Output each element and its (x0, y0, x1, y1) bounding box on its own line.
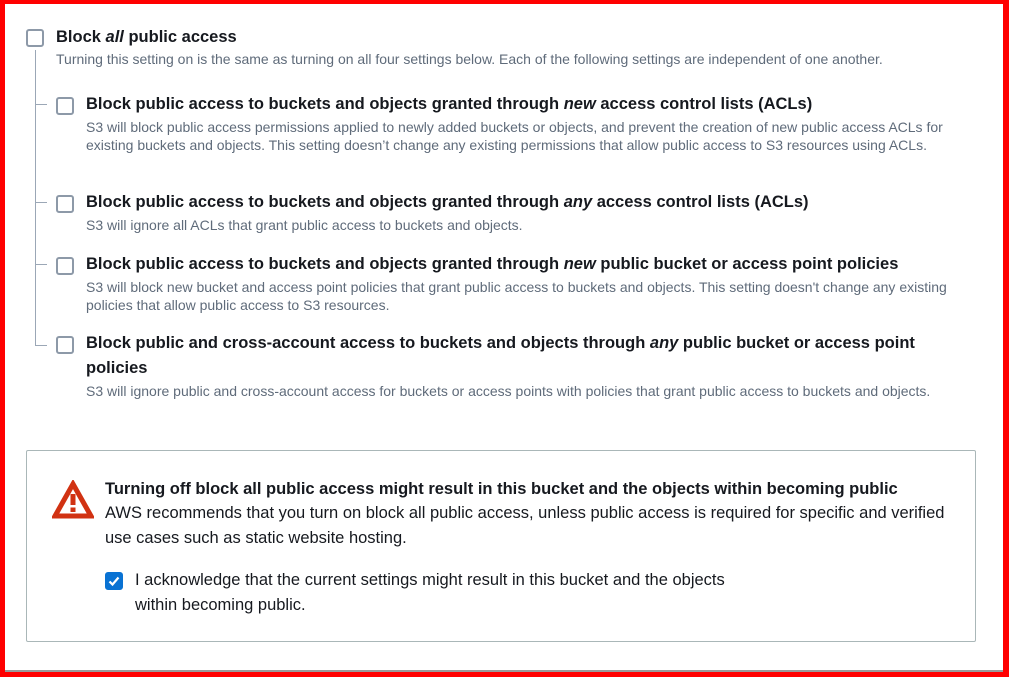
setting-new-acls-label: Block public access to buckets and objects granted through new access control lists (ACLs) (86, 95, 813, 113)
block-all-checkbox[interactable] (26, 29, 44, 47)
setting-new-policies-description: S3 will block new bucket and access point policies that grant public access to buckets and objects. This setting doesn't change any existing policies that allow public access to S3 resources. (86, 279, 947, 313)
tree-line (35, 50, 36, 346)
tree-branch (35, 264, 47, 265)
setting-any-acls-label: Block public access to buckets and objects granted through any access control lists (ACLs) (86, 193, 809, 211)
warning-alert (26, 450, 976, 642)
setting-any-policies-checkbox[interactable] (56, 336, 74, 354)
acknowledge-checkbox[interactable] (105, 572, 123, 590)
setting-any-acls-checkbox[interactable] (56, 195, 74, 213)
tree-branch (35, 345, 47, 346)
warning-title: Turning off block all public access might result in this bucket and the objects within becoming public (105, 480, 898, 498)
warning-text: AWS recommends that you turn on block all public access, unless public access is required for specific and verified use cases such as static website hosting. (105, 504, 945, 547)
tree-branch (35, 202, 47, 203)
setting-new-acls-checkbox[interactable] (56, 97, 74, 115)
setting-any-policies-label: Block public and cross-account access to buckets and objects through any public bucket or access point policies (86, 334, 915, 377)
block-public-access-panel (5, 4, 1003, 672)
warning-triangle-icon (52, 480, 94, 520)
setting-any-acls-description: S3 will ignore all ACLs that grant public access to buckets and objects. (86, 217, 523, 233)
block-all-label: Block all public access (56, 28, 237, 46)
setting-new-policies-label: Block public access to buckets and objects granted through new public bucket or access point policies (86, 255, 899, 273)
setting-new-acls-description: S3 will block public access permissions applied to newly added buckets or objects, and prevent the creation of new public access ACLs for existing buckets and objects. This setting doesn’t change any existing permissions that allow public access to S3 resources using ACLs. (86, 119, 943, 153)
block-all-description: Turning this setting on is the same as turning on all four settings below. Each of the following settings are independent of one another. (56, 51, 883, 67)
acknowledge-label[interactable]: I acknowledge that the current settings might result in this bucket and the objects within becoming public. (135, 571, 725, 614)
setting-new-policies-checkbox[interactable] (56, 257, 74, 275)
tree-branch (35, 104, 47, 105)
setting-any-policies-description: S3 will ignore public and cross-account access for buckets or access points with policies that grant public access to buckets and objects. (86, 383, 931, 399)
checkmark-icon (107, 574, 121, 588)
